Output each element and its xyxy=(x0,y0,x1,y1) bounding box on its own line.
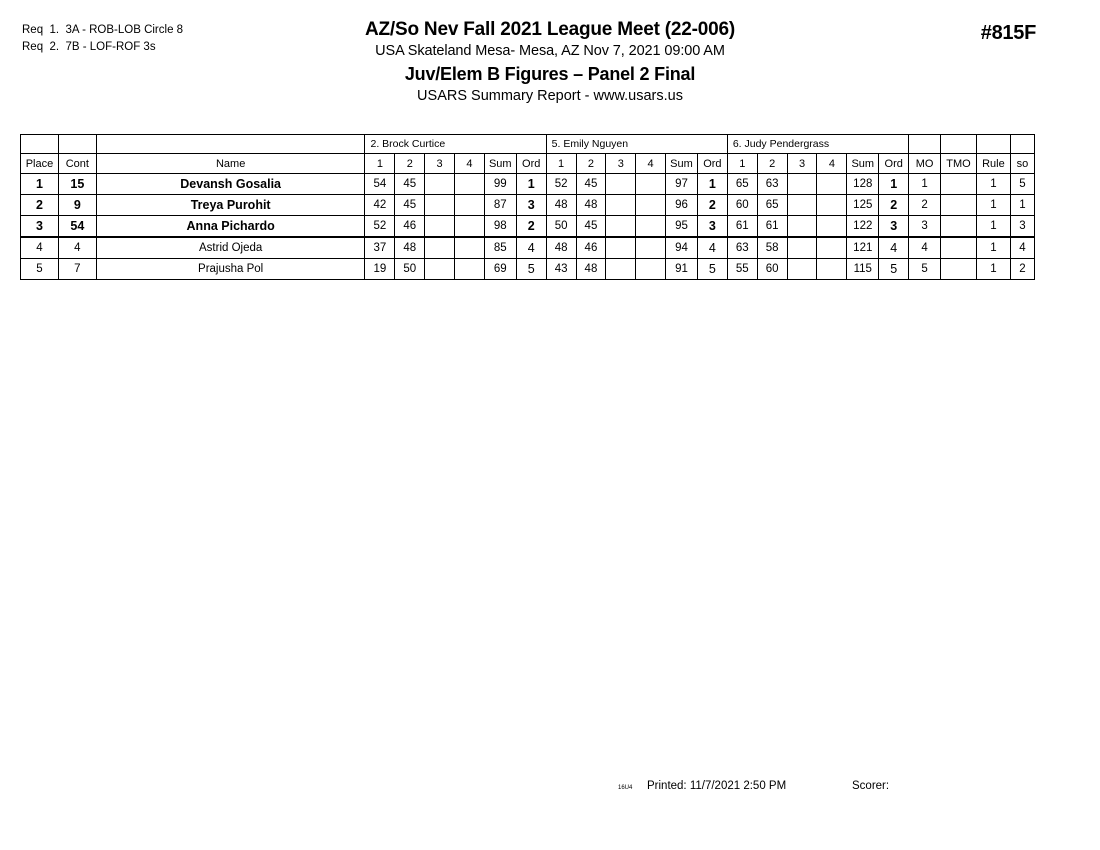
cell-j1-s3 xyxy=(425,237,455,259)
cell-j3-s2: 61 xyxy=(757,216,787,238)
cell-j3-sum: 122 xyxy=(847,216,879,238)
cell-tmo xyxy=(941,195,977,216)
col-header-j3-ord: Ord xyxy=(879,154,909,174)
cell-name: Astrid Ojeda xyxy=(96,237,365,259)
cell-j1-ord: 4 xyxy=(516,237,546,259)
cell-rule: 1 xyxy=(976,174,1010,195)
cell-name: Devansh Gosalia xyxy=(96,174,365,195)
spacer-cell xyxy=(96,135,365,154)
cell-place: 4 xyxy=(21,237,59,259)
col-header-rule: Rule xyxy=(976,154,1010,174)
cell-j2-s2: 48 xyxy=(576,195,606,216)
table-row xyxy=(21,216,1035,238)
cell-j1-sum: 87 xyxy=(484,195,516,216)
cell-tmo xyxy=(941,174,977,195)
cell-place: 2 xyxy=(21,195,59,216)
printed-timestamp: Printed: 11/7/2021 2:50 PM xyxy=(647,780,787,792)
cell-place: 1 xyxy=(21,174,59,195)
cell-mo: 5 xyxy=(909,259,941,280)
cell-j1-s3 xyxy=(425,195,455,216)
cell-j1-ord: 2 xyxy=(516,216,546,238)
cell-j2-s1: 52 xyxy=(546,174,576,195)
col-header-mo: MO xyxy=(909,154,941,174)
col-header-j1-ord: Ord xyxy=(516,154,546,174)
cell-j2-ord: 3 xyxy=(697,216,727,238)
requirement-line-1: Req 1. 3A - ROB-LOB Circle 8 xyxy=(22,24,184,36)
column-header-row xyxy=(21,154,1035,174)
col-header-j3-s4: 4 xyxy=(817,154,847,174)
cell-j2-ord: 2 xyxy=(697,195,727,216)
cell-name: Anna Pichardo xyxy=(96,216,365,238)
spacer-cell xyxy=(21,135,59,154)
col-header-j1-s1: 1 xyxy=(365,154,395,174)
col-header-j1-sum: Sum xyxy=(484,154,516,174)
results-table-wrapper xyxy=(20,134,1035,280)
cell-j1-s1: 42 xyxy=(365,195,395,216)
col-header-j2-s3: 3 xyxy=(606,154,636,174)
meet-venue: USA Skateland Mesa- Mesa, AZ Nov 7, 2021 09:00 AM xyxy=(375,43,725,59)
report-code: #815F xyxy=(980,22,1036,44)
spacer-cell xyxy=(1010,135,1034,154)
cell-j1-s4 xyxy=(455,174,485,195)
cell-cont: 7 xyxy=(58,259,96,280)
report-footer xyxy=(0,780,1100,800)
col-header-j3-s2: 2 xyxy=(757,154,787,174)
cell-j1-s1: 19 xyxy=(365,259,395,280)
cell-j3-s2: 65 xyxy=(757,195,787,216)
cell-j2-s3 xyxy=(606,216,636,238)
cell-j3-ord: 3 xyxy=(879,216,909,238)
col-header-j2-ord: Ord xyxy=(697,154,727,174)
cell-j2-s3 xyxy=(606,237,636,259)
cell-rule: 1 xyxy=(976,259,1010,280)
cell-j2-sum: 96 xyxy=(666,195,698,216)
cell-j1-s4 xyxy=(455,259,485,280)
cell-mo: 2 xyxy=(909,195,941,216)
cell-j3-s2: 58 xyxy=(757,237,787,259)
cell-j2-s4 xyxy=(636,237,666,259)
cell-cont: 4 xyxy=(58,237,96,259)
cell-cont: 9 xyxy=(58,195,96,216)
meet-title: AZ/So Nev Fall 2021 League Meet (22-006) xyxy=(364,19,736,40)
cell-j1-s1: 54 xyxy=(365,174,395,195)
col-header-j2-s1: 1 xyxy=(546,154,576,174)
col-header-cont: Cont xyxy=(58,154,96,174)
cell-j1-s2: 48 xyxy=(395,237,425,259)
cell-j1-ord: 3 xyxy=(516,195,546,216)
cell-so: 4 xyxy=(1010,237,1034,259)
results-table xyxy=(20,134,1035,280)
cell-j1-s1: 52 xyxy=(365,216,395,238)
cell-j2-s1: 48 xyxy=(546,195,576,216)
col-header-j3-sum: Sum xyxy=(847,154,879,174)
cell-j2-s1: 43 xyxy=(546,259,576,280)
cell-j1-s2: 45 xyxy=(395,195,425,216)
cell-j3-sum: 115 xyxy=(847,259,879,280)
cell-j2-s2: 45 xyxy=(576,174,606,195)
cell-j2-s4 xyxy=(636,259,666,280)
table-row xyxy=(21,195,1035,216)
cell-j2-s3 xyxy=(606,195,636,216)
cell-j3-s1: 55 xyxy=(727,259,757,280)
cell-mo: 3 xyxy=(909,216,941,238)
cell-j2-s2: 48 xyxy=(576,259,606,280)
cell-rule: 1 xyxy=(976,216,1010,238)
cell-j3-s4 xyxy=(817,259,847,280)
cell-j1-s4 xyxy=(455,195,485,216)
cell-j2-s1: 50 xyxy=(546,216,576,238)
col-header-j1-s4: 4 xyxy=(455,154,485,174)
judge-3-name: 6. Judy Pendergrass xyxy=(727,135,908,154)
scorer-label: Scorer: xyxy=(852,780,890,792)
cell-tmo xyxy=(941,216,977,238)
cell-j2-ord: 5 xyxy=(697,259,727,280)
judge-2-name: 5. Emily Nguyen xyxy=(546,135,727,154)
col-header-place: Place xyxy=(21,154,59,174)
cell-j3-s1: 63 xyxy=(727,237,757,259)
cell-tmo xyxy=(941,237,977,259)
col-header-tmo: TMO xyxy=(941,154,977,174)
cell-j3-s1: 65 xyxy=(727,174,757,195)
cell-so: 3 xyxy=(1010,216,1034,238)
cell-j1-s3 xyxy=(425,259,455,280)
col-header-j1-s3: 3 xyxy=(425,154,455,174)
cell-j1-s4 xyxy=(455,216,485,238)
cell-j3-s3 xyxy=(787,216,817,238)
cell-j3-s3 xyxy=(787,195,817,216)
cell-j1-s3 xyxy=(425,174,455,195)
cell-j3-s3 xyxy=(787,174,817,195)
cell-j3-s2: 63 xyxy=(757,174,787,195)
footer-code: 16U4 xyxy=(618,785,633,791)
cell-j1-s2: 46 xyxy=(395,216,425,238)
table-row xyxy=(21,237,1035,259)
judge-header-row xyxy=(21,135,1035,154)
cell-j2-s3 xyxy=(606,259,636,280)
cell-name: Prajusha Pol xyxy=(96,259,365,280)
cell-j3-s3 xyxy=(787,237,817,259)
cell-j2-s4 xyxy=(636,216,666,238)
cell-name: Treya Purohit xyxy=(96,195,365,216)
cell-j3-s4 xyxy=(817,237,847,259)
cell-j2-s1: 48 xyxy=(546,237,576,259)
cell-j2-sum: 91 xyxy=(666,259,698,280)
cell-j2-sum: 95 xyxy=(666,216,698,238)
cell-j3-ord: 1 xyxy=(879,174,909,195)
cell-j1-sum: 98 xyxy=(484,216,516,238)
cell-j2-ord: 1 xyxy=(697,174,727,195)
col-header-name: Name xyxy=(96,154,365,174)
cell-j2-ord: 4 xyxy=(697,237,727,259)
cell-mo: 4 xyxy=(909,237,941,259)
cell-j3-s2: 60 xyxy=(757,259,787,280)
col-header-j2-sum: Sum xyxy=(666,154,698,174)
cell-mo: 1 xyxy=(909,174,941,195)
cell-j3-s4 xyxy=(817,174,847,195)
cell-j2-sum: 97 xyxy=(666,174,698,195)
report-header xyxy=(0,18,1100,107)
cell-j3-ord: 4 xyxy=(879,237,909,259)
col-header-j3-s1: 1 xyxy=(727,154,757,174)
cell-j1-s3 xyxy=(425,216,455,238)
col-header-j2-s4: 4 xyxy=(636,154,666,174)
cell-j3-sum: 128 xyxy=(847,174,879,195)
spacer-cell xyxy=(976,135,1010,154)
cell-j3-s4 xyxy=(817,216,847,238)
cell-j2-sum: 94 xyxy=(666,237,698,259)
cell-so: 5 xyxy=(1010,174,1034,195)
table-row xyxy=(21,174,1035,195)
cell-rule: 1 xyxy=(976,237,1010,259)
cell-so: 2 xyxy=(1010,259,1034,280)
cell-j3-s1: 61 xyxy=(727,216,757,238)
cell-j3-sum: 121 xyxy=(847,237,879,259)
cell-j2-s2: 46 xyxy=(576,237,606,259)
cell-j3-ord: 5 xyxy=(879,259,909,280)
cell-j2-s4 xyxy=(636,174,666,195)
spacer-cell xyxy=(58,135,96,154)
cell-j2-s3 xyxy=(606,174,636,195)
cell-j1-sum: 85 xyxy=(484,237,516,259)
col-header-j2-s2: 2 xyxy=(576,154,606,174)
cell-j3-s1: 60 xyxy=(727,195,757,216)
table-row xyxy=(21,259,1035,280)
col-header-j3-s3: 3 xyxy=(787,154,817,174)
col-header-so: so xyxy=(1010,154,1034,174)
cell-cont: 54 xyxy=(58,216,96,238)
cell-j2-s2: 45 xyxy=(576,216,606,238)
cell-so: 1 xyxy=(1010,195,1034,216)
cell-j1-s1: 37 xyxy=(365,237,395,259)
cell-place: 3 xyxy=(21,216,59,238)
col-header-j1-s2: 2 xyxy=(395,154,425,174)
cell-j1-s2: 50 xyxy=(395,259,425,280)
cell-j1-s4 xyxy=(455,237,485,259)
cell-j1-s2: 45 xyxy=(395,174,425,195)
cell-j1-ord: 1 xyxy=(516,174,546,195)
cell-j1-ord: 5 xyxy=(516,259,546,280)
event-title: Juv/Elem B Figures – Panel 2 Final xyxy=(404,64,696,84)
spacer-cell xyxy=(909,135,941,154)
requirement-line-2: Req 2. 7B - LOF-ROF 3s xyxy=(22,41,156,53)
report-subtitle: USARS Summary Report - www.usars.us xyxy=(417,88,683,104)
cell-j3-ord: 2 xyxy=(879,195,909,216)
cell-j2-s4 xyxy=(636,195,666,216)
cell-tmo xyxy=(941,259,977,280)
spacer-cell xyxy=(941,135,977,154)
cell-cont: 15 xyxy=(58,174,96,195)
cell-rule: 1 xyxy=(976,195,1010,216)
cell-place: 5 xyxy=(21,259,59,280)
cell-j1-sum: 99 xyxy=(484,174,516,195)
judge-1-name: 2. Brock Curtice xyxy=(365,135,546,154)
cell-j3-s3 xyxy=(787,259,817,280)
cell-j3-s4 xyxy=(817,195,847,216)
cell-j3-sum: 125 xyxy=(847,195,879,216)
cell-j1-sum: 69 xyxy=(484,259,516,280)
